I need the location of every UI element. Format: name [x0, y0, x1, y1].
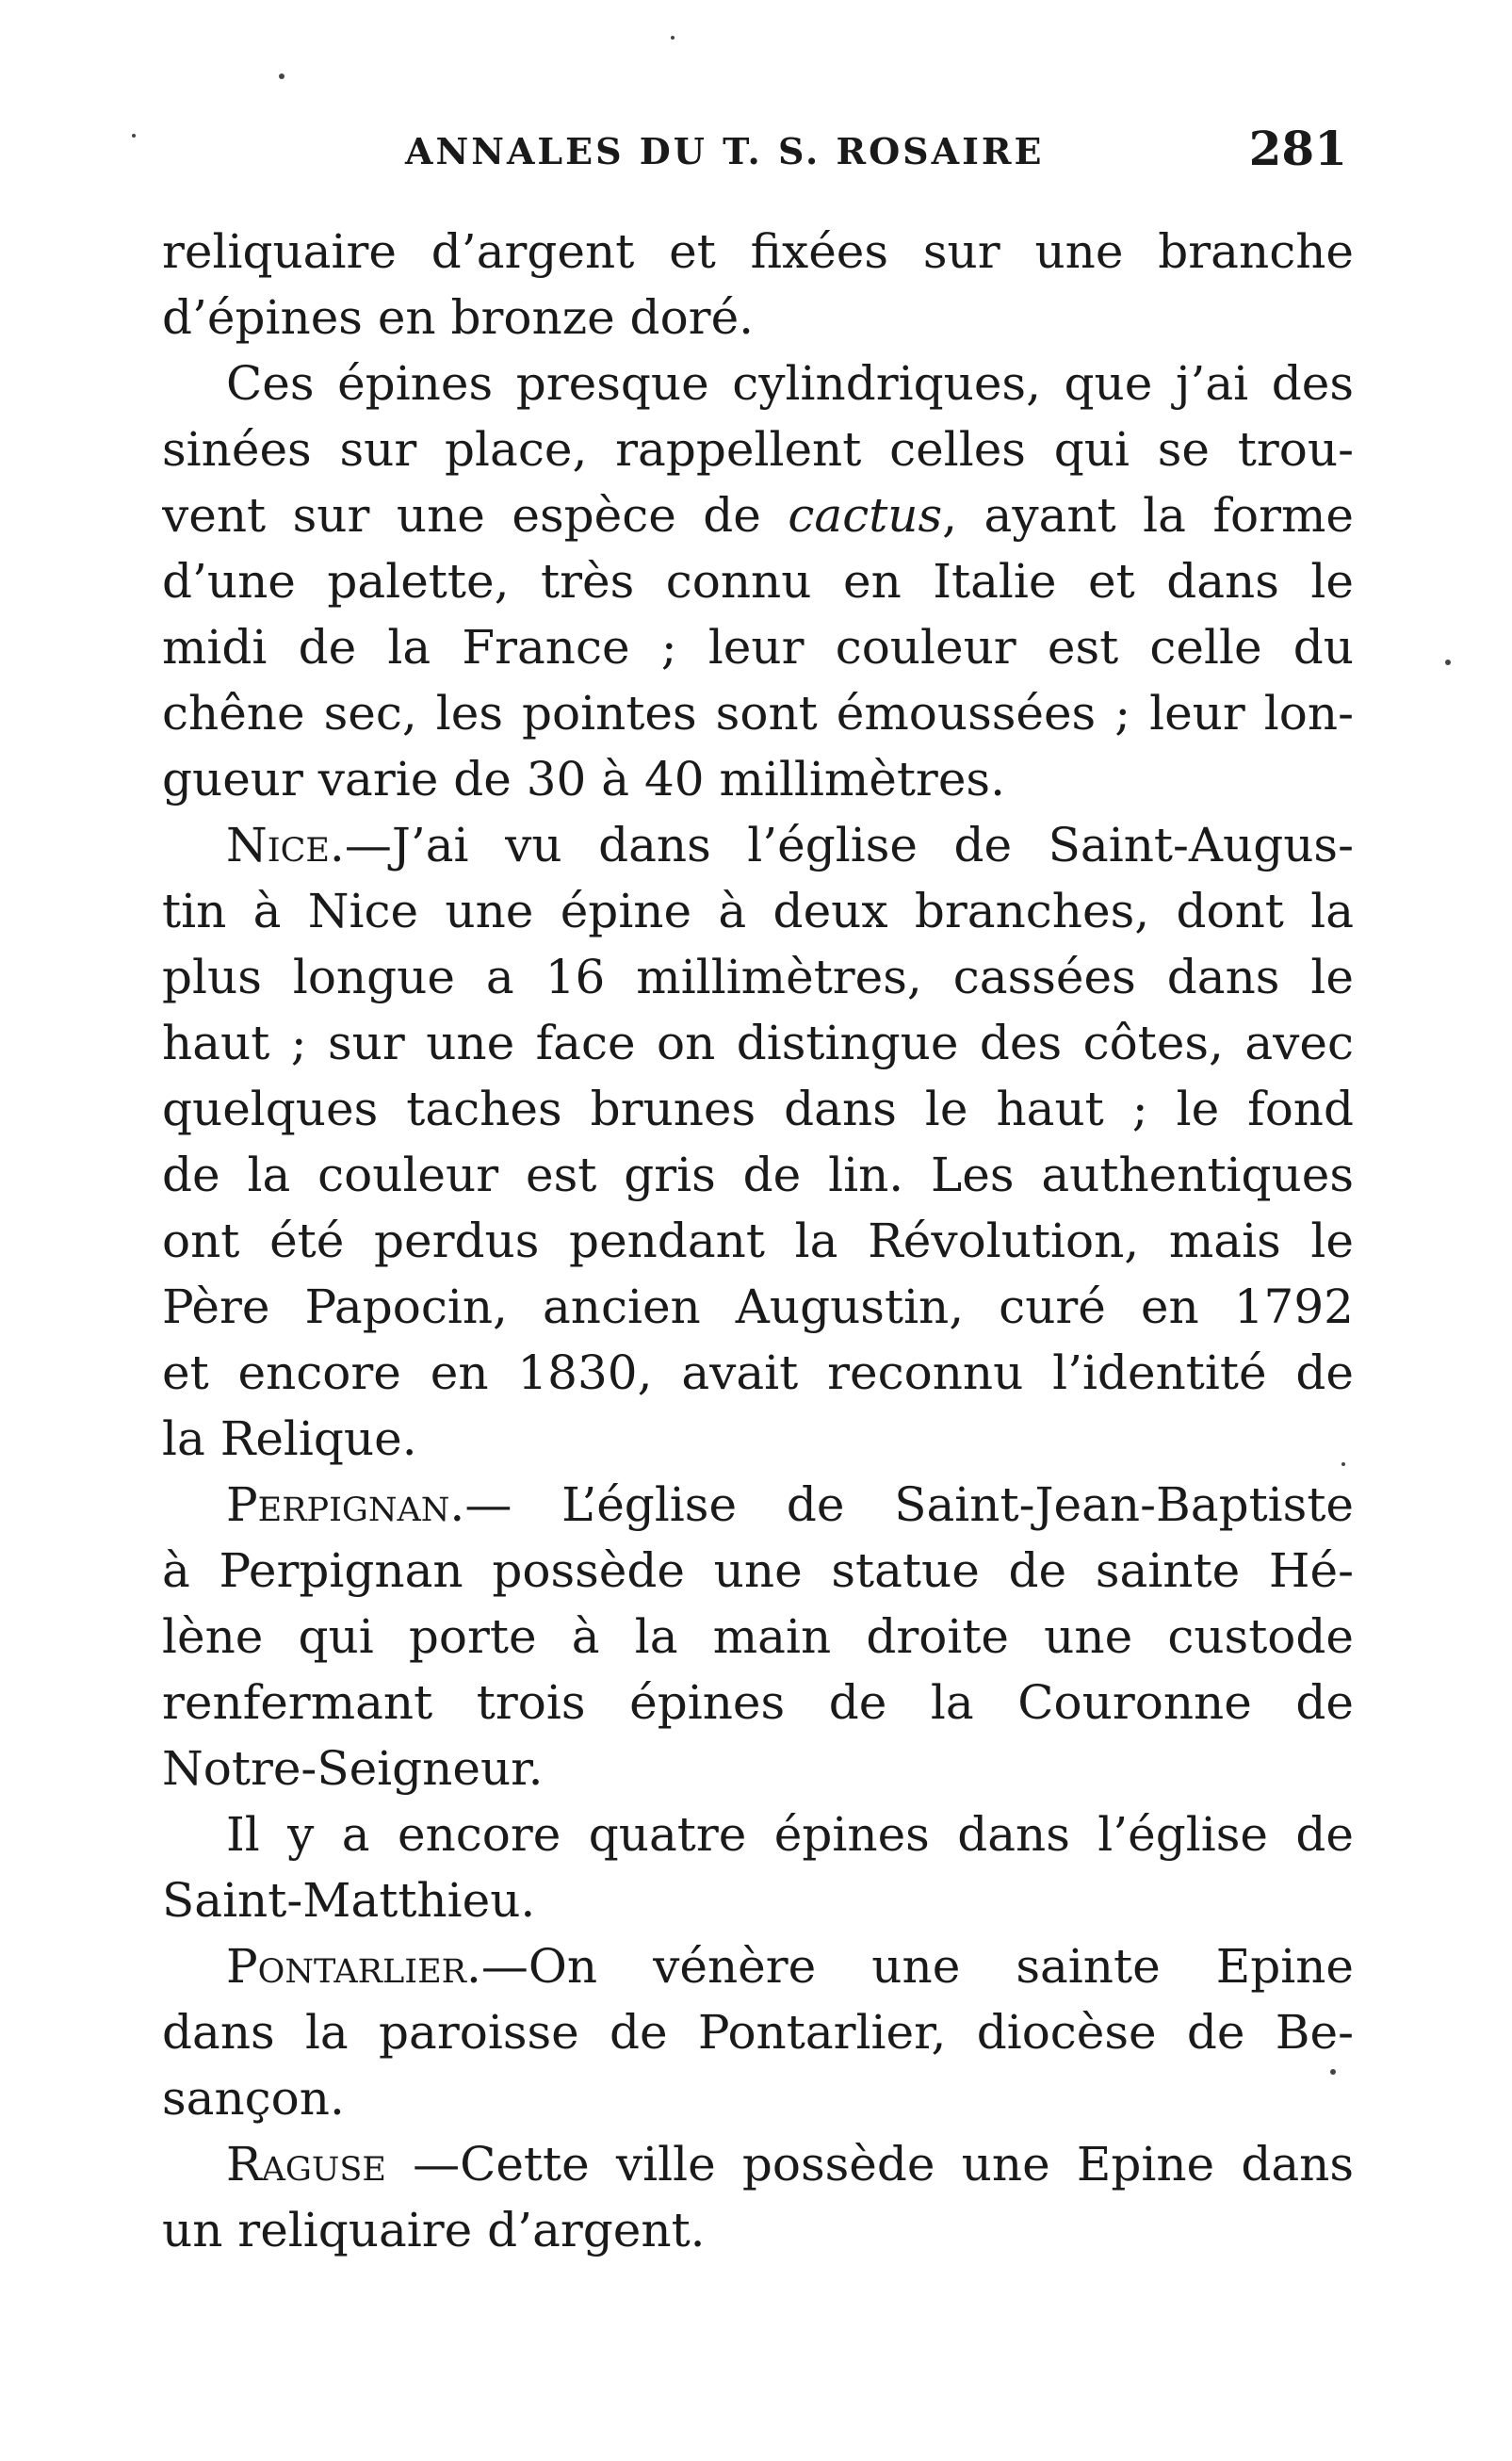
text-line: sinées sur place, rappellent celles qui se trou-: [162, 422, 1354, 477]
place-heading: Raguse: [226, 2137, 386, 2192]
text-line: quelques taches brunes dans le haut ; le fond: [162, 1082, 1354, 1136]
text-line: renfermant trois épines de la Couronne de: [162, 1675, 1354, 1730]
text-line: midi de la France ; leur couleur est celle du: [162, 620, 1354, 675]
text-segment: —On vénère une sainte Epine: [480, 1939, 1354, 1994]
italic-term: cactus: [788, 488, 943, 543]
text-line: d’une palette, très connu en Italie et dans le: [162, 554, 1354, 609]
text-line: [226, 1933, 1354, 1999]
text-line: Notre-Seigneur.: [162, 1741, 544, 1796]
text-segment: , ayant la forme: [942, 488, 1354, 543]
print-speck: [1330, 2069, 1336, 2075]
text-segment: —J’ai vu dans l’église de Saint-Augus-: [344, 818, 1354, 872]
text-line: d’épines en bronze doré.: [162, 290, 755, 345]
text-line: [226, 812, 1354, 878]
print-speck: [1445, 660, 1451, 665]
text-line: sançon.: [162, 2071, 345, 2126]
print-speck: [132, 134, 136, 138]
print-speck: [1341, 1462, 1345, 1466]
text-line: haut ; sur une face on distingue des côtes, avec: [162, 1016, 1354, 1070]
text-segment: vent sur une espèce de: [162, 488, 789, 543]
running-title: ANNALES DU T. S. ROSAIRE: [405, 130, 1045, 172]
text-line: Ces épines presque cylindriques, que j’ai des: [226, 356, 1354, 411]
text-line: la Relique.: [162, 1411, 417, 1466]
text-line: lène qui porte à la main droite une custode: [162, 1609, 1354, 1664]
text-segment: —Cette ville possède une Epine dans: [385, 2137, 1354, 2192]
text-line: [162, 482, 1354, 548]
text-line: et encore en 1830, avait reconnu l’identité de: [162, 1345, 1354, 1400]
text-line: reliquaire d’argent et fixées sur une branche: [162, 224, 1354, 279]
place-heading: Pontarlier.: [226, 1939, 481, 1994]
text-line: tin à Nice une épine à deux branches, dont la: [162, 884, 1354, 938]
text-line: Père Papocin, ancien Augustin, curé en 1792: [162, 1279, 1354, 1334]
print-speck: [671, 36, 675, 40]
text-line: chêne sec, les pointes sont émoussées ; leur lon-: [162, 686, 1354, 741]
text-line: dans la paroisse de Pontarlier, diocèse de Be-: [162, 2005, 1354, 2060]
text-line: à Perpignan possède une statue de sainte Hé-: [162, 1543, 1354, 1598]
text-line: de la couleur est gris de lin. Les authentiques: [162, 1148, 1354, 1202]
place-heading: Perpignan.: [226, 1477, 465, 1532]
print-speck: [279, 73, 285, 79]
text-line: ont été perdus pendant la Révolution, mais le: [162, 1214, 1354, 1268]
text-line: [226, 1472, 1354, 1538]
text-line: [226, 2131, 1354, 2197]
text-line: Il y a encore quatre épines dans l’église de: [226, 1807, 1354, 1862]
text-line: plus longue a 16 millimètres, cassées dans le: [162, 950, 1354, 1004]
text-line: Saint-Matthieu.: [162, 1873, 536, 1928]
place-heading: Nice.: [226, 818, 345, 872]
text-line: gueur varie de 30 à 40 millimètres.: [162, 752, 1005, 807]
page-number: 281: [1248, 121, 1347, 176]
text-segment: — L’église de Saint-Jean-Baptiste: [464, 1477, 1354, 1532]
page-header: [405, 113, 1347, 188]
text-line: un reliquaire d’argent.: [162, 2203, 706, 2257]
